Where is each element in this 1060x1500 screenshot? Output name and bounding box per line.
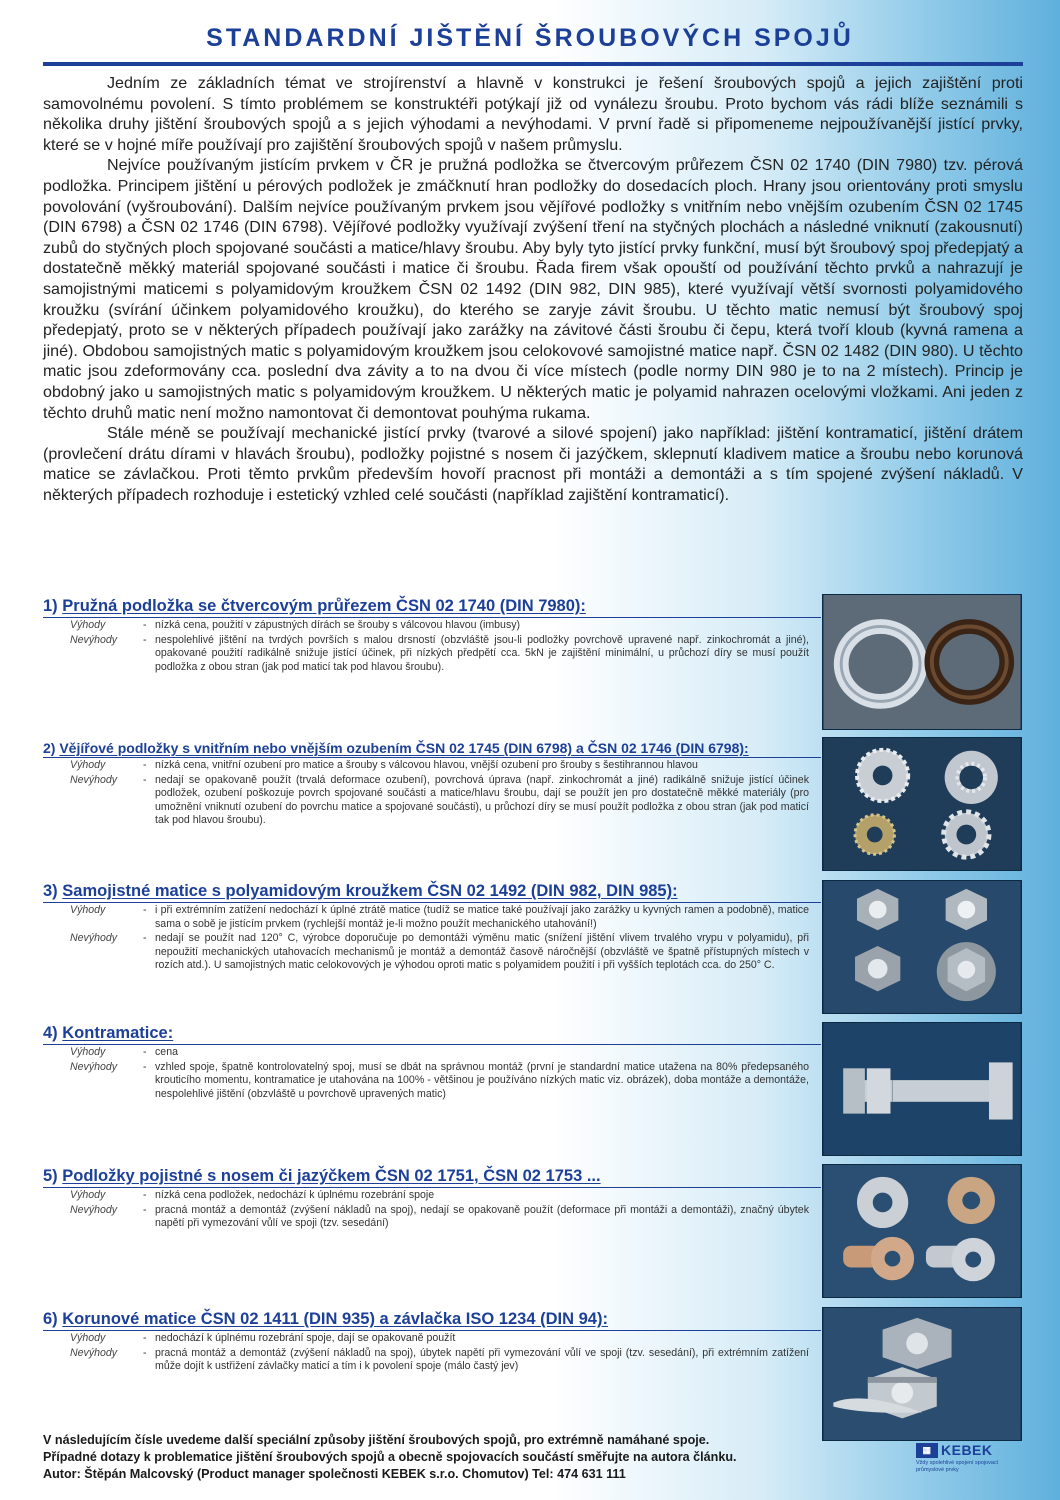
row-label: Výhody	[70, 904, 106, 916]
section-title	[43, 882, 821, 903]
section-number: 6)	[43, 1310, 58, 1328]
pros-row: Výhody - cena	[43, 1046, 821, 1060]
row-text: nespolehlivé jištění na tvrdých površích s malou drsností (obzvláště jsou-li podložky povrchově upravené např. zinkochromát a jiné), opakované použití radikálně snižuje jistící účinek, při nízkých předpětí cca. 5kN je zajištění minimální, u průchozí díry se musí použít podložka z obou stran (jak pod maticí tak pod hlavou šroubu).	[155, 633, 809, 673]
cons-row: Nevýhody - pracná montáž a demontáž (zvýšení nákladů na spoj), nedají se opakovaně použít (deformace při montáži a demontáži), značný úbytek napětí při vymezování vůlí ve spoji (tzv. sesedání)	[43, 1204, 821, 1231]
row-label: Nevýhody	[70, 1060, 118, 1073]
row-label: Výhody	[70, 1332, 106, 1344]
cons-row: Nevýhody - nespolehlivé jištění na tvrdých površích s malou drsností (obzvláště jsou-li podložky povrchově upravené např. zinkochromát a jiné), opakované použití radikálně snižuje jistící účinek, při nízkých předpětí cca. 5kN je zajištění minimální, u průchozí díry se musí použít podložka z obou stran (jak pod maticí tak pod hlavou šroubu).	[43, 634, 821, 675]
section-number: 3)	[43, 882, 58, 900]
section-title	[43, 740, 821, 758]
footer-author: Autor: Štěpán Malcovský (Product manager společnosti KEBEK s.r.o. Chomutov) Tel: 474 631 111	[43, 1467, 626, 1481]
row-label: Nevýhody	[70, 773, 118, 786]
section-name: Samojistné matice s polyamidovým kroužkem ČSN 02 1492 (DIN 982, DIN 985):	[62, 882, 678, 900]
section-name: Podložky pojistné s nosem či jazýčkem ČSN 02 1751, ČSN 02 1753 ...	[62, 1167, 601, 1185]
cons-row: Nevýhody - pracná montáž a demontáž (zvýšení nákladů na spoj), úbytek napětí při vymezování vůlí ve spoji (tzv. sesedání), při extrémním zatížení může dojít k ustřižení závlačky maticí a tím i k povolení spoje (málo častý jev)	[43, 1347, 821, 1374]
section-number: 1)	[43, 597, 58, 615]
row-text: nízká cena, použití v zápustných dírách se šrouby s válcovou hlavou (imbusy)	[155, 619, 521, 631]
section-name: Pružná podložka se čtvercovým průřezem ČSN 02 1740 (DIN 7980):	[62, 597, 586, 615]
row-label: Nevýhody	[70, 932, 118, 945]
pros-row: Výhody - nedochází k úplnému rozebrání spoje, dají se opakovaně použít	[43, 1332, 821, 1346]
cons-row: Nevýhody - vzhled spoje, špatně kontrolovatelný spoj, musí se dbát na správnou montáž (první je standardní matice utažena na 80% předepsaného krouticího momentu, kontramatice je utahována na 100% - většinou je používáno nízkých matic viz. obrázek), doba montáže a demontáže, nespolehlivé jištění (obzvláště u povrchově upravených matic)	[43, 1061, 821, 1102]
row-text: pracná montáž a demontáž (zvýšení nákladů na spoj), nedají se opakovaně použít (deformace při montáži a demontáži), značný úbytek napětí při vymezování vůlí ve spoji (tzv. sesedání)	[155, 1203, 809, 1230]
logo-slogan: Vždy spolehlivé spojení spojovací průmyslové prvky	[916, 1460, 999, 1473]
toothed-washer-photo	[822, 737, 1022, 871]
spring-washer-photo	[822, 594, 1022, 730]
section-spring-washer	[43, 597, 821, 674]
section-tab-washer	[43, 1167, 821, 1231]
row-label: Nevýhody	[70, 1346, 118, 1359]
intro-text	[43, 73, 1023, 505]
self-locking-nut-photo	[822, 880, 1022, 1014]
lock-nut-photo	[822, 1022, 1022, 1156]
row-text: vzhled spoje, špatně kontrolovatelný spoj, musí se dbát na správnou montáž (první je standardní matice utažena na 80% předepsaného krouticího momentu, kontramatice je utahována na 100% - většinou je používáno nízkých matic viz. obrázek), doba montáže a demontáže, nespolehlivé jištění (obzvláště u povrchově upravených matic)	[155, 1060, 809, 1100]
row-label: Výhody	[70, 1046, 106, 1058]
cons-row: Nevýhody - nedají se opakovaně použít (trvalá deformace ozubení), povrchová úprava (např. zinkochromát a jiné) radikálně snižuje jistící účinek podložek, ozubení poškozuje povrch spojované součásti a matice/hlavu šroubu, dají se použít jen pro dostatečně měkké materiály (pro umožnění vniknutí ozubení do povrchu matice a spojované součásti), u průchozí díry se musí použít podložka z obou stran (jak pod maticí tak pod hlavou šroubu).	[43, 774, 821, 828]
kebek-logo	[916, 1442, 1016, 1474]
castle-nut-photo	[822, 1307, 1022, 1441]
row-label: Výhody	[70, 759, 106, 771]
section-self-locking-nut	[43, 882, 821, 973]
row-label: Výhody	[70, 619, 106, 631]
pros-row: Výhody - nízká cena podložek, nedochází k úplnému rozebrání spoje	[43, 1189, 821, 1203]
pros-row: Výhody - i při extrémním zatížení nedochází k úplné ztrátě matice (tudíž se matice také používají jako zarážky u kyvných ramen a podobně), matice sama o sobě je jistícím prvkem (rychlejší montáž je-li možno použít mechanického utahování!)	[43, 904, 821, 931]
section-title	[43, 1167, 821, 1188]
section-castle-nut	[43, 1310, 821, 1374]
kebek-mark-icon: ▦	[916, 1443, 938, 1458]
row-text: cena	[155, 1046, 178, 1058]
title-divider	[43, 62, 1023, 66]
tab-washer-photo	[822, 1164, 1022, 1298]
section-title	[43, 597, 821, 618]
row-label: Nevýhody	[70, 633, 118, 646]
section-title	[43, 1310, 821, 1331]
row-text: pracná montáž a demontáž (zvýšení nákladů na spoj), úbytek napětí při vymezování vůlí ve spoji (tzv. sesedání), při extrémním zatížení může dojít k ustřižení závlačky maticí a tím i k povolení spoje (málo častý jev)	[155, 1346, 809, 1373]
row-text: nízká cena podložek, nedochází k úplnému rozebrání spoje	[155, 1189, 435, 1201]
row-text: nedají se opakovaně použít (trvalá deformace ozubení), povrchová úprava (např. zinkochromát a jiné) radikálně snižuje jistící účinek podložek, ozubení poškozuje povrch spojované součásti a matice/hlavu šroubu, dají se použít jen pro dostatečně měkké materiály (pro umožnění vniknutí ozubení do povrchu matice a spojované součásti), u průchozí díry se musí použít podložka z obou stran (jak pod maticí tak pod hlavou šroubu).	[155, 773, 809, 827]
section-name: Korunové matice ČSN 02 1411 (DIN 935) a závlačka ISO 1234 (DIN 94):	[62, 1310, 608, 1328]
intro-paragraph: Nejvíce používaným jistícím prvkem v ČR je pružná podložka se čtvercovým průřezem ČSN 02 1740 (DIN 7980) tzv. pérová podložka. Principem jištění u pérových podložek je zmáčknutí hran podložky do dosedacích ploch. Hrany jsou orientovány proti smyslu povolování (vyšroubování). Dalším nejvíce používaným prvkem jsou vějířové podložky s vnitřním nebo vnějším ozubením ČSN 02 1745 (DIN 6798) a ČSN 02 1746 (DIN 6798). Vějířové podložky využívají zvýšení tření na styčných plochách a následné vniknutí (zakousnutí) zubů do styčných ploch spojované součásti a matice/hlavy šroubu. Aby byly tyto jistící prvky funkční, musí být šroubový spoj předepjatý a dostatečně měkký materiál spojované součásti i matice či šroubu. Řada firem však opouští od používání těchto prvků a nahrazují je samojistnými maticemi s polyamidovým kroužkem ČSN 02 1492 (DIN 982, DIN 985), které využívají větší svornosti polyamidového kroužku (svírání účinkem polyamidového kroužku), do kterého se zaryje závit šroubu. U těchto matic nemusí být šroubový spoj předepjatý, proto se v některých případech používají jako zarážky na závitové části šroubu či čepu, která tvoří kloub (kyvná ramena a jiné). Obdobou samojistných matic s polyamidovým kroužkem jsou celokovové samojistné matice např. ČSN 02 1482 (DIN 980). U těchto matic jsou zdeformovány cca. poslední dva závity a to na dvou či více místech (podle normy DIN 980 je to na 2 místech). Princip je obdobný jako u samojistných matic s polyamidovým kroužkem. U některých matic je polyamid nahrazen ocelovými vložkami. Ani jeden z těchto druhů matic není možno namontovat či demontovat pouhýma rukama.	[43, 156, 1023, 422]
row-label: Nevýhody	[70, 1203, 118, 1216]
intro-paragraph: Stále méně se používají mechanické jistící prvky (tvarové a silové spojení) jako například: jištění kontramaticí, jištění drátem (provlečení drátu dírami v hlavách šroubu), podložky pojistné s nosem či jazýčkem, sklepnutí kladivem matice a šroubu nebo korunová matice se závlačkou. Proti těmto prvkům především hovoří pracnost při montáži a demontáži a s tím spojené zvýšení nákladů. V některých případech rozhoduje i estetický vzhled celé součásti (například zajištění kontramaticí).	[43, 424, 1023, 504]
footer-line: V následujícím čísle uvedeme další speciální způsoby jištění šroubových spojů, pro extrémně namáhané spoje.	[43, 1433, 710, 1447]
section-name: Vějířové podložky s vnitřním nebo vnějším ozubením ČSN 02 1745 (DIN 6798) a ČSN 02 1746 (DIN 6798):	[59, 740, 749, 756]
section-lock-nut	[43, 1024, 821, 1101]
section-toothed-washer	[43, 740, 821, 828]
row-text: i při extrémním zatížení nedochází k úplné ztrátě matice (tudíž se matice také používají jako zarážky u kyvných ramen a podobně), matice sama o sobě je jistícím prvkem (rychlejší montáž je-li možno použít mechanického utahování!)	[155, 904, 809, 930]
section-number: 5)	[43, 1167, 58, 1185]
intro-paragraph: Jedním ze základních témat ve strojírenství a hlavně v konstrukci je řešení šroubových spojů a jejich zajištění proti samovolnému povolení. S tímto problémem se konstruktéři potýkají již od vynálezu šroubu. Proto bychom vás rádi blíže seznámili s několika druhy jištění šroubových spojů a s jejich výhodami a nevýhodami. V první řadě si připomeneme nejpoužívanější jistící prvky, které se v hojné míře používají pro zajištění šroubových spojů v našem průmyslu.	[43, 74, 1023, 154]
section-number: 4)	[43, 1024, 58, 1042]
pros-row: Výhody - nízká cena, použití v zápustných dírách se šrouby s válcovou hlavou (imbusy)	[43, 619, 821, 633]
footer-note	[43, 1432, 843, 1483]
row-label: Výhody	[70, 1189, 106, 1201]
page-title: STANDARDNÍ JIŠTĚNÍ ŠROUBOVÝCH SPOJŮ	[206, 24, 854, 52]
row-text: nedochází k úplnému rozebrání spoje, dají se opakovaně použít	[155, 1332, 456, 1344]
row-text: nedají se použít nad 120° C, výrobce doporučuje po demontáži výměnu matic (snížení jištění vlivem trvalého vrypu v polyamidu), při nepoužití mechanických utahovacích mechanismů je montáž a demontáž časově náročnější (obzvláště ve špatně přístupných místech v rozích atd.). U samojistných matic celokovových je výhodou oproti matic s polyamidem použití i při vyšších teplotách cca. do 250° C.	[155, 932, 809, 972]
section-number: 2)	[43, 740, 56, 756]
section-name: Kontramatice:	[62, 1024, 174, 1042]
cons-row: Nevýhody - nedají se použít nad 120° C, výrobce doporučuje po demontáži výměnu matic (snížení jištění vlivem trvalého vrypu v polyamidu), při nepoužití mechanických utahovacích mechanismů je montáž a demontáž časově náročnější (obzvláště ve špatně přístupných místech v rozích atd.). U samojistných matic celokovových je výhodou oproti matic s polyamidem použití i při vyšších teplotách cca. do 250° C.	[43, 932, 821, 973]
footer-line: Případné dotazy k problematice jištění šroubových spojů a obecně spojovacích součástí směřujte na autora článku.	[43, 1450, 737, 1464]
logo-brand: KEBEK	[941, 1442, 993, 1458]
section-title	[43, 1024, 821, 1045]
row-text: nízká cena, vnitřní ozubení pro matice a šrouby s válcovou hlavou, vnější ozubení pro šrouby s šestihrannou hlavou	[155, 759, 698, 771]
pros-row: Výhody - nízká cena, vnitřní ozubení pro matice a šrouby s válcovou hlavou, vnější ozubení pro šrouby s šestihrannou hlavou	[43, 759, 821, 773]
